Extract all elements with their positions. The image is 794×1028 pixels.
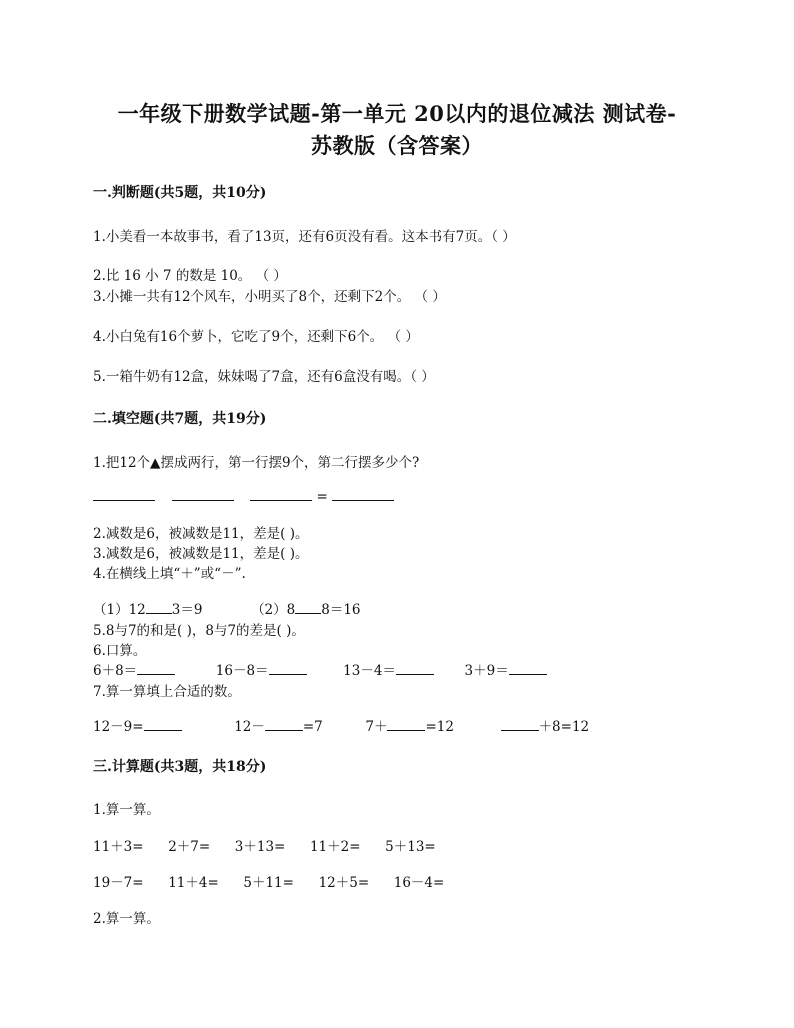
answer-blank[interactable] xyxy=(269,662,307,675)
part-1-suffix: 3＝9 xyxy=(171,602,203,618)
fill-question-4: 4.在横线上填“＋”或“－”. xyxy=(93,566,246,582)
part-2-suffix: 8＝16 xyxy=(321,602,361,618)
fill-item-b-suffix: =7 xyxy=(302,719,323,735)
calc-item: 11＋3= xyxy=(93,839,144,855)
calc-item: 5＋11= xyxy=(243,875,294,891)
fill-question-2: 2.减数是6，被减数是11，差是( )。 xyxy=(93,526,309,542)
fill-question-4-parts xyxy=(93,598,361,618)
answer-blank[interactable] xyxy=(295,601,321,614)
calc-item: 11＋2= xyxy=(309,839,361,855)
fill-question-1: 1.把12个▲摆成两行，第一行摆9个，第二行摆多少个? xyxy=(93,455,420,471)
fill-item-a: 12－9= xyxy=(93,719,144,735)
fill-item-c-prefix: 7＋ xyxy=(365,719,388,735)
calc-item: 5＋13= xyxy=(385,839,436,855)
judgement-item-4: 4.小白兔有16个萝卜，它吃了9个，还剩下6个。 （ ） xyxy=(93,329,419,345)
answer-blank[interactable] xyxy=(509,662,547,675)
calc-question-2: 2.算一算。 xyxy=(93,911,160,927)
answer-blank[interactable] xyxy=(93,488,155,501)
fill-question-7: 7.算一算填上合适的数。 xyxy=(93,684,241,700)
answer-blank[interactable] xyxy=(265,718,303,731)
calc-row-2 xyxy=(93,871,444,891)
answer-blank[interactable] xyxy=(144,718,182,731)
judgement-item-1: 1.小美看一本故事书，看了13页，还有6页没有看。这本书有7页。（ ） xyxy=(93,229,516,245)
answer-blank[interactable] xyxy=(250,488,312,501)
section-heading-fill-in: 二.填空题(共7题，共19分) xyxy=(93,411,267,427)
part-1-prefix: （1）12 xyxy=(93,602,146,618)
judgement-item-2: 2.比 16 小 7 的数是 10。 （ ） xyxy=(93,268,287,284)
mental-math-item: 6＋8＝ xyxy=(93,663,138,679)
section-heading-calculation: 三.计算题(共3题，共18分) xyxy=(93,759,267,775)
fill-question-6: 6.口算。 xyxy=(93,643,147,659)
fill-item-c-suffix: =12 xyxy=(425,719,454,735)
answer-blank[interactable] xyxy=(387,718,425,731)
judgement-item-3: 3.小摊一共有12个风车，小明买了8个，还剩下2个。 （ ） xyxy=(93,289,446,305)
fill-item-d-suffix: ＋8=12 xyxy=(538,719,590,735)
calc-item: 19－7= xyxy=(93,875,144,891)
answer-blank[interactable] xyxy=(137,662,175,675)
fill-question-3: 3.减数是6，被减数是11，差是( )。 xyxy=(93,546,309,562)
answer-blank[interactable] xyxy=(501,718,539,731)
fill-question-7-items xyxy=(93,715,589,735)
answer-blank[interactable] xyxy=(396,662,434,675)
judgement-item-5: 5.一箱牛奶有12盒，妹妹喝了7盒，还有6盒没有喝。（ ） xyxy=(93,369,435,385)
title-line-1: 一年级下册数学试题-第一单元 20以内的退位减法 测试卷- xyxy=(117,101,677,126)
fill-question-5: 5.8与7的和是( )，8与7的差是( )。 xyxy=(93,623,305,639)
calc-row-1 xyxy=(93,835,436,855)
answer-blank[interactable] xyxy=(332,488,394,501)
fill-item-b-prefix: 12－ xyxy=(234,719,265,735)
calc-item: 2＋7= xyxy=(168,839,211,855)
equals-sign: = xyxy=(316,489,328,505)
calc-item: 3＋13= xyxy=(234,839,286,855)
title-line-2: 苏教版（含答案） xyxy=(311,133,483,158)
fill-question-6-items xyxy=(93,659,547,679)
calc-question-1: 1.算一算。 xyxy=(93,802,160,818)
part-2-prefix: （2）8 xyxy=(251,602,296,618)
calc-item: 11＋4= xyxy=(168,875,219,891)
mental-math-item: 16－8＝ xyxy=(215,663,269,679)
mental-math-item: 3＋9＝ xyxy=(464,663,509,679)
answer-blank[interactable] xyxy=(146,601,172,614)
fill-question-1-answer-line xyxy=(93,488,394,505)
answer-blank[interactable] xyxy=(172,488,234,501)
mental-math-item: 13－4＝ xyxy=(343,663,396,679)
calc-item: 16－4= xyxy=(393,875,445,891)
calc-item: 12＋5= xyxy=(318,875,370,891)
section-heading-judgement: 一.判断题(共5题，共10分) xyxy=(93,185,267,201)
